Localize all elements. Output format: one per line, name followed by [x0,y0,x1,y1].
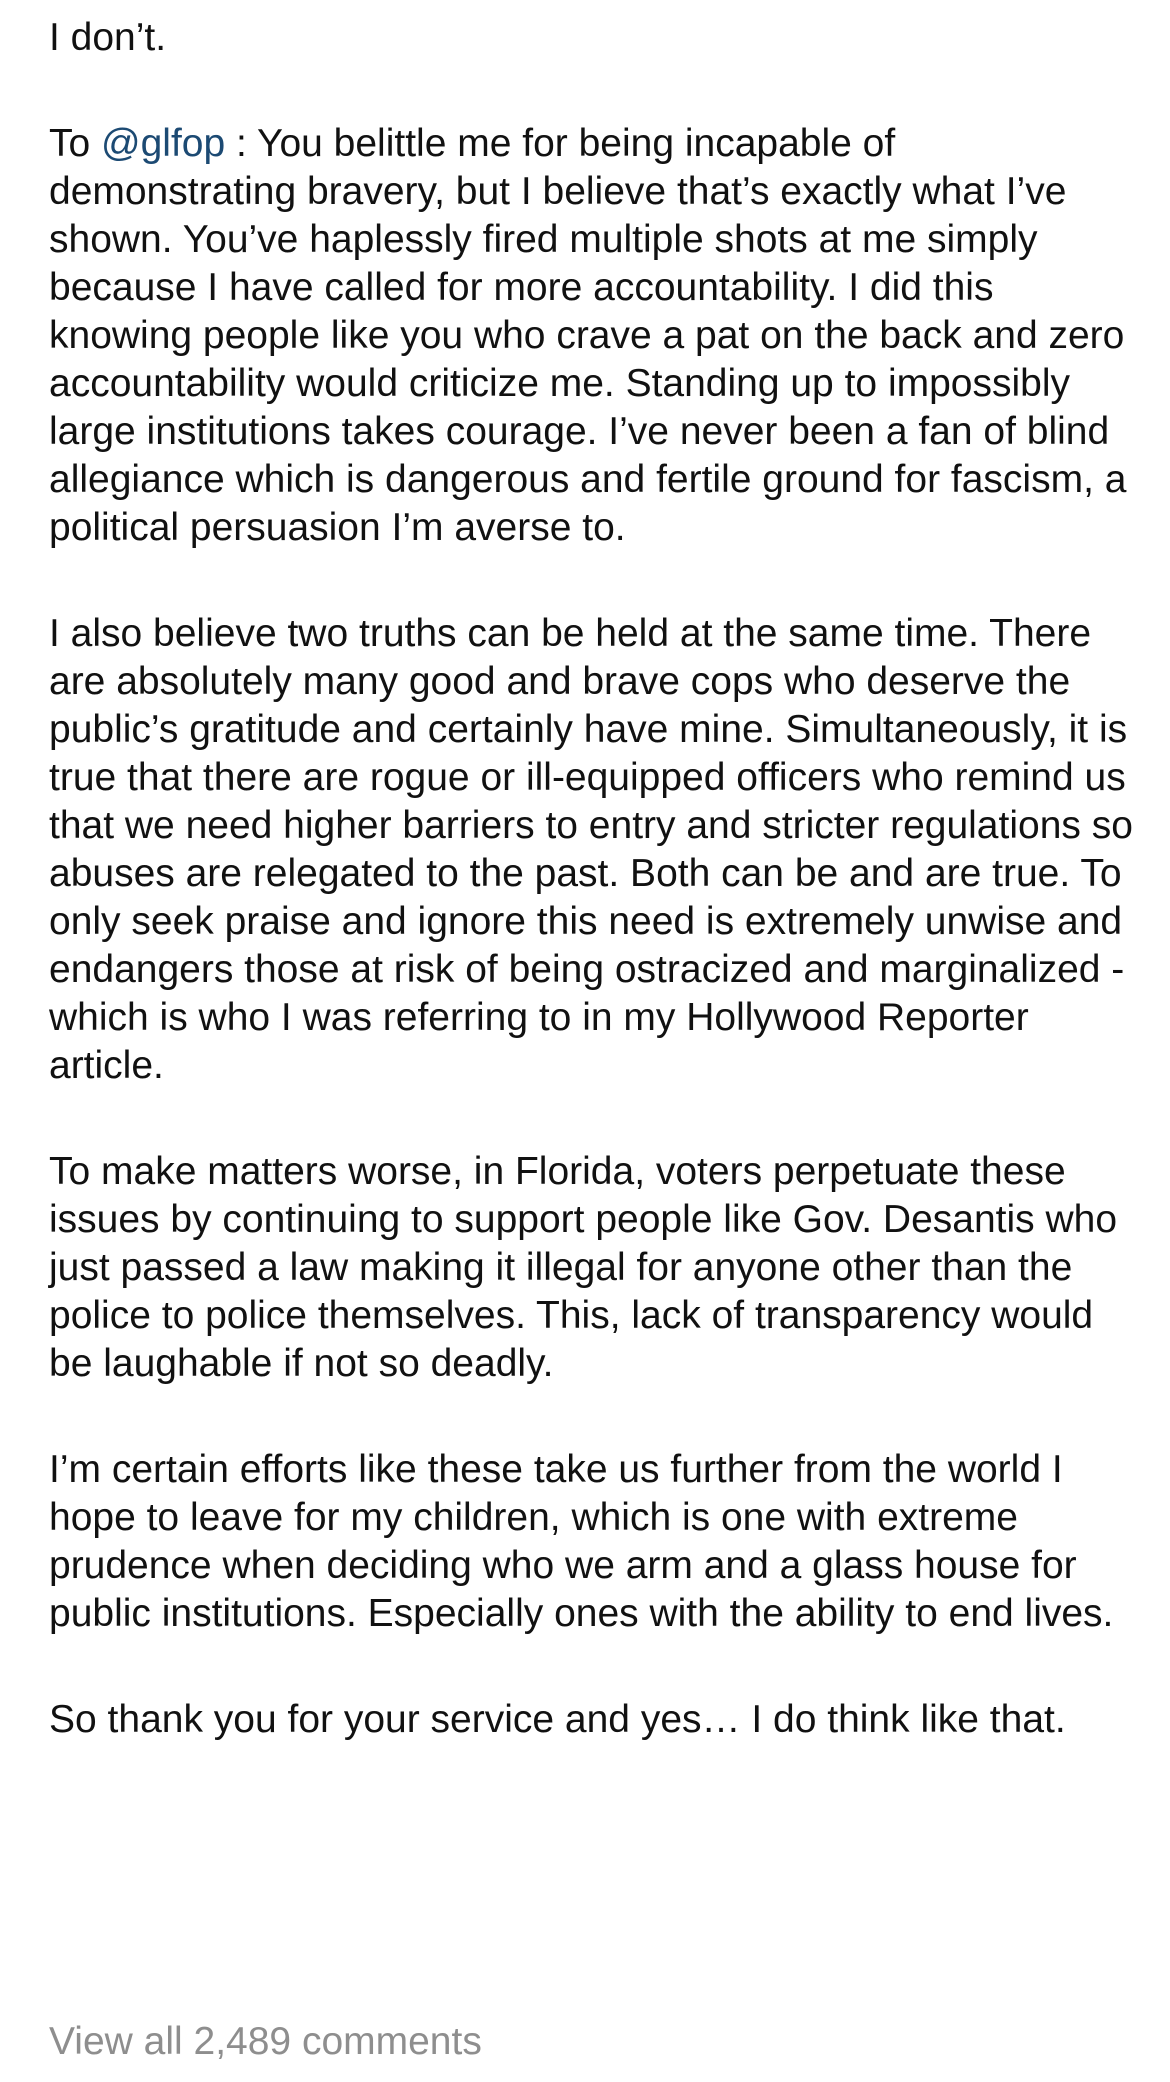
caption-paragraph-4: To make matters worse, in Florida, voters perpetuate these issues by continuing to support people like Gov. Desantis who just passed a law making it illegal for anyone other than the police to police themselves. This, lack of transparency would be laughable if not so deadly. [49,1150,1118,1385]
caption-paragraph-2 [49,120,1139,552]
caption-text-body: : You belittle me for being incapable of demonstrating bravery, but I believe that’s exactly what I’ve shown. You’ve haplessly fired multiple shots at me simply because I have called for more accountability. I did this knowing people like you who crave a pat on the back and zero accountability would criticize me. Standing up to impossibly large institutions takes courage. I’ve never been a fan of blind allegiance which is dangerous and fertile ground for fascism, a political persuasion I’m averse to. [49,122,1127,549]
caption-paragraph-5: I’m certain efforts like these take us further from the world I hope to leave for my children, which is one with extreme prudence when deciding who we arm and a glass house for public institutions. Especially ones with the ability to end lives. [49,1448,1114,1635]
mention-link-glfop[interactable]: @glfop [101,122,226,165]
view-all-comments-link[interactable]: View all 2,489 comments [49,2020,482,2063]
caption-paragraph-3: I also believe two truths can be held at the same time. There are absolutely many good and brave cops who deserve the public’s gratitude and certainly have mine. Simultaneously, it is true that there are rogue or ill-equipped officers who remind us that we need higher barriers to entry and stricter regulations so abuses are relegated to the past. Both can be and are true. To only seek praise and ignore this need is extremely unwise and endangers those at risk of being ostracized and marginalized - which is who I was referring to in my Hollywood Reporter article. [49,612,1133,1087]
caption-paragraph-6: So thank you for your service and yes… I do think like that. [49,1698,1066,1741]
caption-text-prefix: To [49,122,102,165]
caption-paragraph-1: I don’t. [49,16,167,59]
post-caption [49,14,1139,1802]
